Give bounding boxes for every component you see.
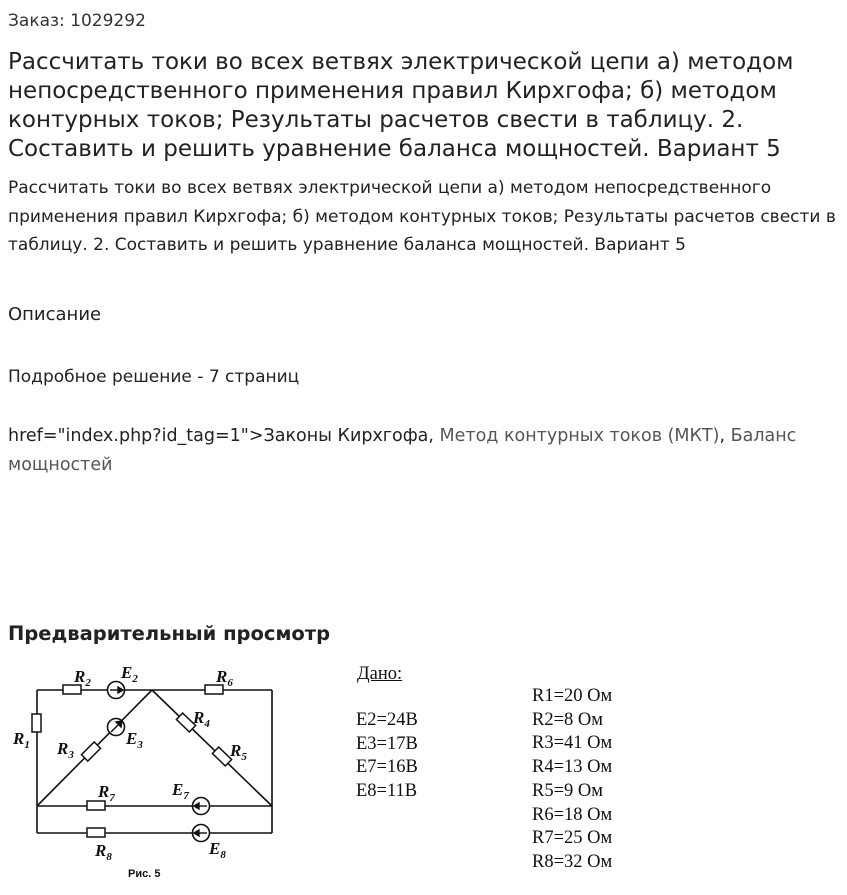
label-r6: $R_6$ [216, 667, 233, 689]
circuit-diagram [0, 655, 340, 895]
preview-heading: Предварительный просмотр [8, 622, 331, 645]
preview-image [0, 655, 847, 895]
resistance-value: R7=25 Ом [532, 828, 613, 849]
tag-separator: , [719, 426, 726, 446]
label-r3: $R_3$ [57, 739, 74, 761]
order-number: Заказ: 1029292 [8, 11, 146, 31]
wire-diag-right [152, 690, 272, 806]
label-e8: $E_8$ [209, 839, 226, 861]
label-e3: $E_3$ [126, 729, 143, 751]
resistor-r1 [32, 714, 41, 732]
figure-caption: Рис. 5 [128, 868, 161, 880]
label-r1: $R_1$ [13, 729, 30, 751]
resistance-value: R5=9 Ом [532, 780, 603, 801]
emf-value: E7=16В [356, 757, 418, 777]
resistor-r5 [212, 747, 231, 766]
tag-link-power-balance[interactable]: Баланс мощностей [8, 426, 797, 475]
emf-value: E2=24В [356, 710, 418, 730]
tags-line [8, 422, 838, 480]
emf-value: E8=11В [356, 780, 418, 801]
resistance-value: R6=18 Ом [532, 804, 613, 825]
given-title: Дано: [357, 664, 403, 684]
description-section-label: Описание [8, 304, 102, 325]
resistor-r7 [87, 801, 105, 810]
page-title: Рассчитать токи во всех ветвях электрической цепи а) методом непосредственного применения правил Кирхгофа; б) методом контурных токов; Результаты расчетов свести в таблицу. 2. Составить и решить уравнение баланса мощностей. Вариант 5 [8, 49, 794, 162]
label-e7: $E_7$ [172, 780, 189, 802]
label-r2: $R_2$ [74, 667, 91, 689]
resistor-r6 [205, 685, 223, 694]
label-r5: $R_5$ [230, 741, 247, 763]
tag-link-mkt[interactable]: Метод контурных токов (МКТ) [439, 426, 720, 446]
resistor-r8 [87, 828, 105, 837]
resistance-value: R4=13 Ом [532, 757, 613, 778]
label-r8: $R_8$ [95, 841, 112, 863]
emf-value: E3=17В [356, 733, 418, 754]
resistance-values-list [532, 685, 612, 875]
resistance-value: R1=20 Ом [532, 686, 613, 706]
emf-values-list [356, 709, 418, 803]
tag-prefix-text: href="index.php?id_tag=1">Законы Кирхгофа, [8, 426, 440, 446]
resistor-r2 [63, 685, 81, 694]
label-r4: $R_4$ [193, 708, 210, 730]
label-e2: $E_2$ [121, 663, 138, 685]
resistor-r3 [81, 742, 100, 761]
description-text: Рассчитать токи во всех ветвях электрической цепи а) методом непосредственного применения правил Кирхгофа; б) методом контурных токов; Результаты расчетов свести в таблицу. 2. Составить и решить уравнение баланса мощностей. Вариант 5 [8, 178, 836, 255]
resistance-value: R2=8 Ом [532, 709, 603, 730]
solution-info: Подробное решение - 7 страниц [8, 367, 300, 387]
label-r7: $R_7$ [98, 782, 115, 804]
resistance-value: R8=32 Ом [532, 851, 613, 872]
resistance-value: R3=41 Ом [532, 733, 613, 754]
